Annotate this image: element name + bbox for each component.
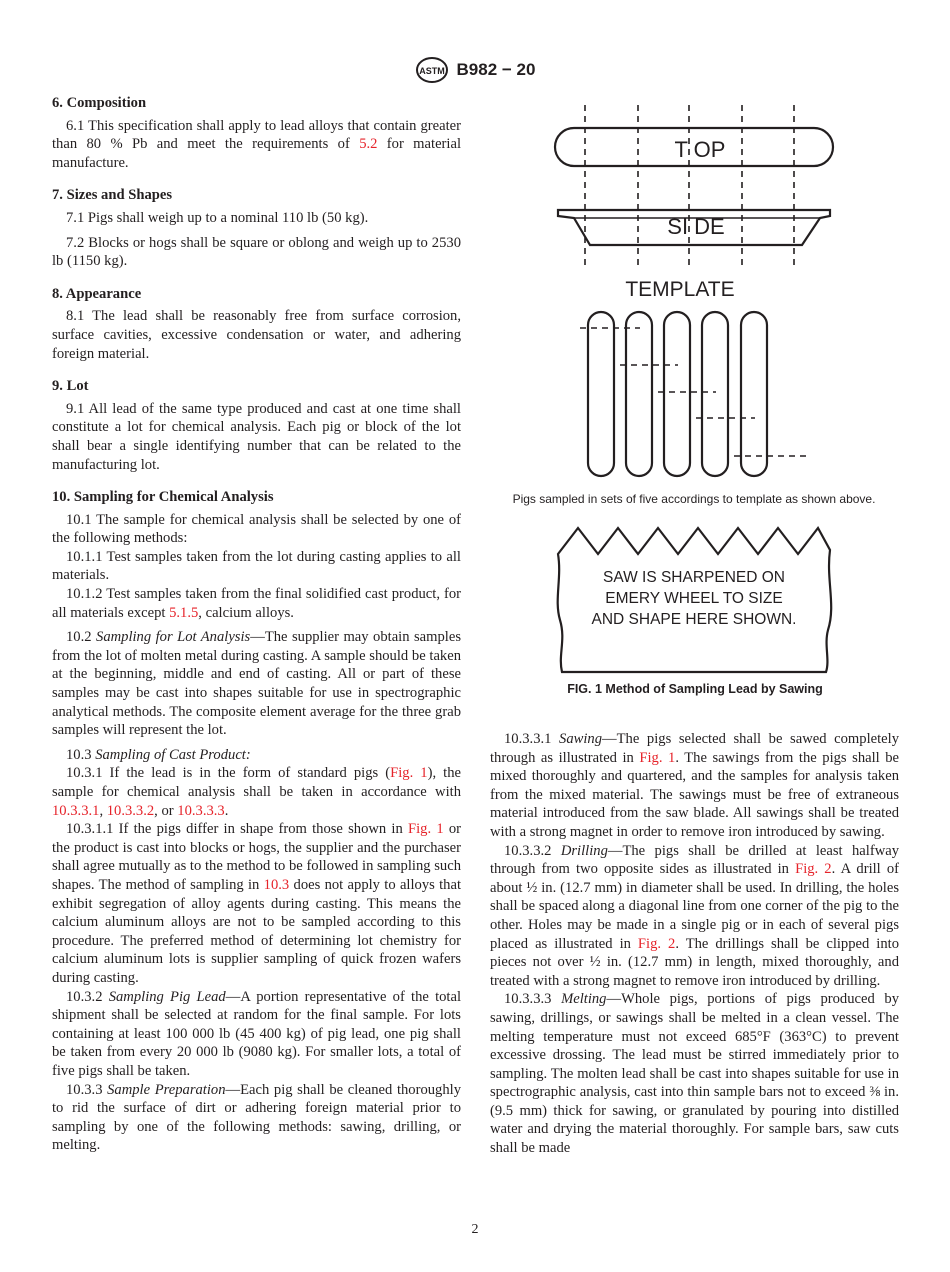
link-fig-2[interactable]: Fig. 2 bbox=[795, 861, 832, 878]
page-number: 2 bbox=[471, 1222, 479, 1237]
template-note: Pigs sampled in sets of five accordings to template as shown above. bbox=[512, 492, 876, 506]
standard-designation: B982 − 20 bbox=[456, 60, 536, 79]
section-9 bbox=[52, 377, 461, 474]
template-pig-4 bbox=[702, 312, 728, 476]
link-10-3-3-1[interactable]: 10.3.3.1 bbox=[52, 802, 100, 819]
para-7-1: 7.1 Pigs shall weigh up to a nominal 110 lb (50 kg). bbox=[66, 209, 369, 226]
template-pig-3 bbox=[664, 312, 690, 476]
link-10-3[interactable]: 10.3 bbox=[263, 876, 290, 893]
saw-text-line-3: AND SHAPE HERE SHOWN. bbox=[591, 611, 797, 628]
section-7 bbox=[52, 186, 461, 270]
link-5-2[interactable]: 5.2 bbox=[359, 136, 378, 153]
para-10-3-3-3: 10.3.3.3 Melting—Whole pigs, portions of pigs produced by sawing, drillings, or sawings shall be melted in a clean vessel. The melting temperature must not exceed 685°F (363°C) to prevent excessive drossing. The lead must be stirred immediately prior to sampling. The molten lead shall be cast into shapes suitable for use in spectrographic analysis, cast into thin sample bars not to exceed ⅜ in. (9.5 mm) thick for sawing, or granulated by pouring into distilled water and drying the material thoroughly. For sample bars, saw cuts shall be made bbox=[490, 991, 900, 1157]
link-fig-2[interactable]: Fig. 2 bbox=[637, 935, 676, 952]
link-fig-1[interactable]: Fig. 1 bbox=[639, 749, 676, 766]
figure-1-caption: FIG. 1 Method of Sampling Lead by Sawing bbox=[567, 682, 823, 696]
link-5-1-5[interactable]: 5.1.5 bbox=[169, 604, 199, 621]
para-9-1: 9.1 All lead of the same type produced and cast at one time shall constitute a lot for chemical analysis. Each pig or block of the lot shall bear a single identifying number that can be related to the manufacturing lot. bbox=[52, 400, 461, 473]
para-10-3-2: 10.3.2 Sampling Pig Lead—A portion representative of the total shipment shall be selected at random for the final sample. For lots containing at least 100 000 lb (45 400 kg) of pig lead, one pig shall be taken from every 20 000 lb (9080 kg). For smaller lots, a total of five pigs shall be taken. bbox=[52, 988, 462, 1079]
section-10 bbox=[52, 488, 461, 1155]
para-10-2: 10.2 Sampling for Lot Analysis—The supplier may obtain samples from the lot of molten metal during casting. A sample should be taken at the beginning, middle and end of casting. All or part of these samples may be cast into shapes suitable for use in spectrographic analytical methods. The composite element average for the three grab samples will represent the lot. bbox=[52, 629, 462, 739]
para-10-1-1: 10.1.1 Test samples taken from the lot during casting applies to all materials. bbox=[52, 548, 461, 584]
para-10-3-1-1: 10.3.1.1 If the pigs differ in shape from those shown in Fig. 1 or the product is cast into blocks or hogs, the supplier and the purchaser shall agree mutually as to the method to be followed in sampling such shapes. The method of sampling in 10.3 does not apply to alloys that exhibit segregation of alloy agents during casting. This means the calcium aluminum alloys are not to be sampled according to this procedure. The preferred method of determining lot chemistry for calcium aluminum lots is supplier sampling of quick frozen wafers during casting. bbox=[52, 821, 462, 986]
right-column bbox=[490, 730, 899, 1158]
section-6-title: 6. Composition bbox=[52, 95, 147, 111]
para-10-1-2: 10.1.2 Test samples taken from the final solidified cast product, for all materials except 5.1.5, calcium alloys. bbox=[52, 586, 461, 621]
left-column bbox=[52, 94, 461, 1155]
top-label: T OP bbox=[674, 137, 726, 162]
figure-1-drawing bbox=[490, 100, 900, 700]
saw-text-line-2: EMERY WHEEL TO SIZE bbox=[605, 590, 783, 607]
link-10-3-3-3[interactable]: 10.3.3.3 bbox=[177, 802, 225, 819]
template-pig-1 bbox=[588, 312, 614, 476]
para-6-1: 6.1 This specification shall apply to lead alloys that contain greater than 80 % Pb and meet the requirements of 5.2 for material manufacture. bbox=[52, 117, 461, 171]
para-10-1: 10.1 The sample for chemical analysis shall be selected by one of the following methods: bbox=[52, 511, 461, 547]
link-10-3-3-2[interactable]: 10.3.3.2 bbox=[106, 802, 155, 819]
saw-text-line-1: SAW IS SHARPENED ON bbox=[602, 569, 786, 586]
para-10-3-3: 10.3.3 Sample Preparation—Each pig shall be cleaned thoroughly to rid the surface of dirt or adhering foreign material prior to sampling by one of the following methods: sawing, drilling, or melting. bbox=[52, 1081, 461, 1154]
para-10-3-1: 10.3.1 If the lead is in the form of standard pigs (Fig. 1), the sample for chemical analysis shall be taken in accordance with 10.3.3.1, 10.3.3.2, or 10.3.3.3. bbox=[52, 765, 461, 819]
template-label: TEMPLATE bbox=[625, 278, 735, 301]
astm-logo-text: ASTM bbox=[418, 66, 445, 76]
para-10-3-3-2: 10.3.3.2 Drilling—The pigs shall be drilled at least halfway through from two opposite sides as illustrated in Fig. 2. A drill of about ½ in. (12.7 mm) in diameter shall be used. In drilling, the holes shall be spaced along a diagonal line from one corner of the pig to the other. Holes may be made in a single pig or in each of several pigs placed as illustrated in Fig. 2. The drillings shall be clipped into pieces not over ½ in. (12.7 mm) in length, mixed thoroughly, and treated with a strong magnet to remove iron introduced by drilling. bbox=[490, 842, 900, 989]
section-7-title: 7. Sizes and Shapes bbox=[52, 187, 173, 204]
para-7-2: 7.2 Blocks or hogs shall be square or oblong and weigh up to 2530 lb (1150 kg). bbox=[52, 234, 461, 270]
link-fig-1[interactable]: Fig. 1 bbox=[390, 765, 428, 782]
section-10-title: 10. Sampling for Chemical Analysis bbox=[52, 489, 274, 506]
para-10-3: 10.3 Sampling of Cast Product: bbox=[66, 746, 251, 763]
template-pig-5 bbox=[741, 312, 767, 476]
section-8-title: 8. Appearance bbox=[52, 285, 142, 302]
link-fig-1[interactable]: Fig. 1 bbox=[408, 821, 444, 838]
template-pig-2 bbox=[626, 312, 652, 476]
section-8 bbox=[52, 285, 461, 363]
section-9-title: 9. Lot bbox=[52, 378, 89, 395]
page-header bbox=[0, 56, 950, 84]
para-8-1: 8.1 The lead shall be reasonably free from surface corrosion, surface cavities, excessive condensation or water, and adhering foreign material. bbox=[52, 308, 461, 362]
astm-logo-icon bbox=[415, 56, 449, 84]
figure-1 bbox=[490, 100, 900, 700]
side-label: SI DE bbox=[667, 214, 725, 239]
section-6 bbox=[52, 94, 461, 172]
para-10-3-3-1: 10.3.3.1 Sawing—The pigs selected shall be sawed completely through as illustrated in Fig. 1. The sawings from the pigs shall be mixed thoroughly and quartered, and the samples for analysis taken from the mixed material. The sawings must be free of extraneous material introduced from the saw blade. All sawings shall be treated with a strong magnet in order to remove iron introduced by sawing. bbox=[490, 731, 900, 840]
